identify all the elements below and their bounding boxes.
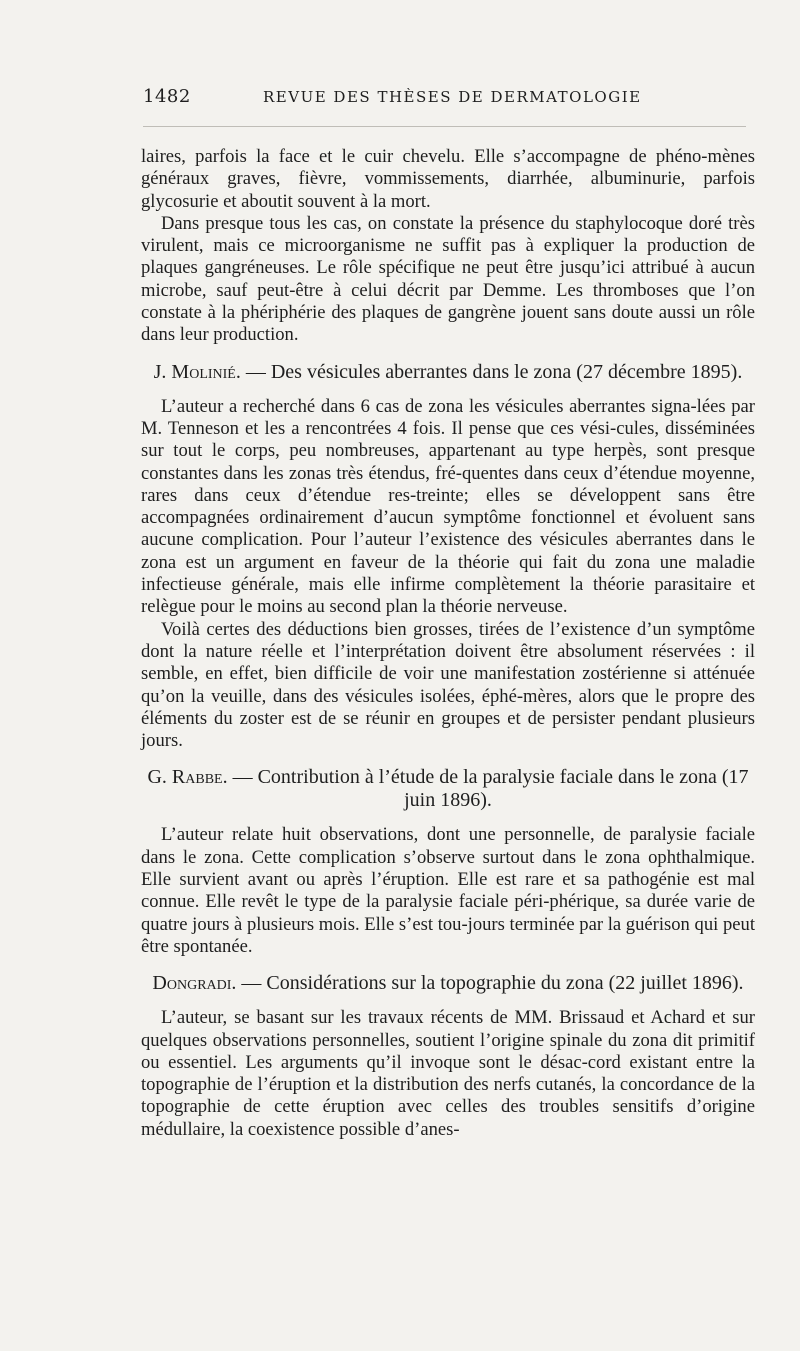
entry-heading xyxy=(141,766,755,812)
page-body xyxy=(141,146,755,1141)
header-rule xyxy=(143,126,746,127)
entry-title: — Considérations sur la topographie du zona (22 juillet 1896). xyxy=(241,972,744,995)
entry-author: Dongradi. xyxy=(152,972,237,995)
body-paragraph: L’auteur, se basant sur les travaux récents de MM. Brissaud et Achard et sur quelques observations personnelles, soutient l’origine spinale du zona dit primitif ou essentiel. Les arguments qu’il invoque sont le désac-cord existant entre la topographie de l’éruption et la distribution des nerfs cutanés, la concordance de la topographie de cette éruption avec celles des troubles sensitifs d’origine médullaire, la coexistence possible d’anes- xyxy=(141,1007,755,1140)
entry-author: G. Rabbe. xyxy=(147,766,228,789)
thesis-entry xyxy=(141,361,755,753)
entry-heading xyxy=(141,361,755,384)
body-paragraph: Voilà certes des déductions bien grosses, tirées de l’existence d’un symptôme dont la nature réelle et l’interprétation doivent être absolument réservées : il semble, en effet, bien difficile de voir une manifestation zostérienne si atténuée qu’on la veuille, dans des vésicules isolées, éphé-mères, alors que le propre des éléments du zoster est de se réunir en groupes et de persister pendant plusieurs jours. xyxy=(141,618,755,752)
running-head xyxy=(143,86,746,107)
page-number: 1482 xyxy=(143,86,191,107)
body-paragraph: L’auteur relate huit observations, dont une personnelle, de paralysie faciale dans le zona. Cette complication s’observe surtout dans le zona ophthalmique. Elle survient avant ou après l’éruption. Elle est rare et sa pathogénie est mal connue. Elle revêt le type de la paralysie faciale péri-phérique, sa durée varie de quatre jours à plusieurs mois. Elle s’est tou-jours terminée par la guérison qui peut être spontanée. xyxy=(141,824,755,957)
entry-title: — Des vésicules aberrantes dans le zona (27 décembre 1895). xyxy=(245,360,743,383)
running-title: REVUE DES THÈSES DE DERMATOLOGIE xyxy=(263,88,642,106)
body-paragraph: L’auteur a recherché dans 6 cas de zona les vésicules aberrantes signa-lées par M. Tenneson et les a rencontrées 4 fois. Il pense que ces vési-cules, disséminées sur tout le corps, peu nombreuses, appartenant au type herpès, sont presque constantes dans les zonas très étendus, fré-quentes dans ceux d’étendue moyenne, rares dans ceux d’étendue res-treinte; elles se développent sans être accompagnées ordinairement d’aucun symptôme fonctionnel et évoluent sans aucune complication. Pour l’auteur l’existence des vésicules aberrantes dans le zona est un argument en faveur de la théorie qui fait du zona une maladie infectieuse générale, mais elle infirme complètement la théorie parasitaire et relègue pour le moins au second plan la théorie nerveuse. xyxy=(141,395,755,618)
thesis-entry xyxy=(141,766,755,958)
entry-author: J. Molinié. xyxy=(153,360,241,383)
body-paragraph: laires, parfois la face et le cuir chevelu. Elle s’accompagne de phéno-mènes généraux graves, fièvre, vommissements, diarrhée, albuminurie, parfois glycosurie et aboutit souvent à la mort. xyxy=(141,146,755,212)
entry-title: — Contribution à l’étude de la paralysie faciale dans le zona (17 juin 1896). xyxy=(232,766,749,812)
thesis-entry xyxy=(141,972,755,1141)
entry-heading xyxy=(141,972,755,995)
body-paragraph: Dans presque tous les cas, on constate la présence du staphylocoque doré très virulent, mais ce microorganisme ne suffit pas à expliquer la production de plaques gangréneuses. Le rôle spécifique ne peut être jusqu’ici attribué à aucun microbe, sauf peut-être à celui décrit par Demme. Les thromboses que l’on constate à la phériphérie des plaques de gangrène jouent sans doute aussi un rôle dans leur production. xyxy=(141,212,755,346)
